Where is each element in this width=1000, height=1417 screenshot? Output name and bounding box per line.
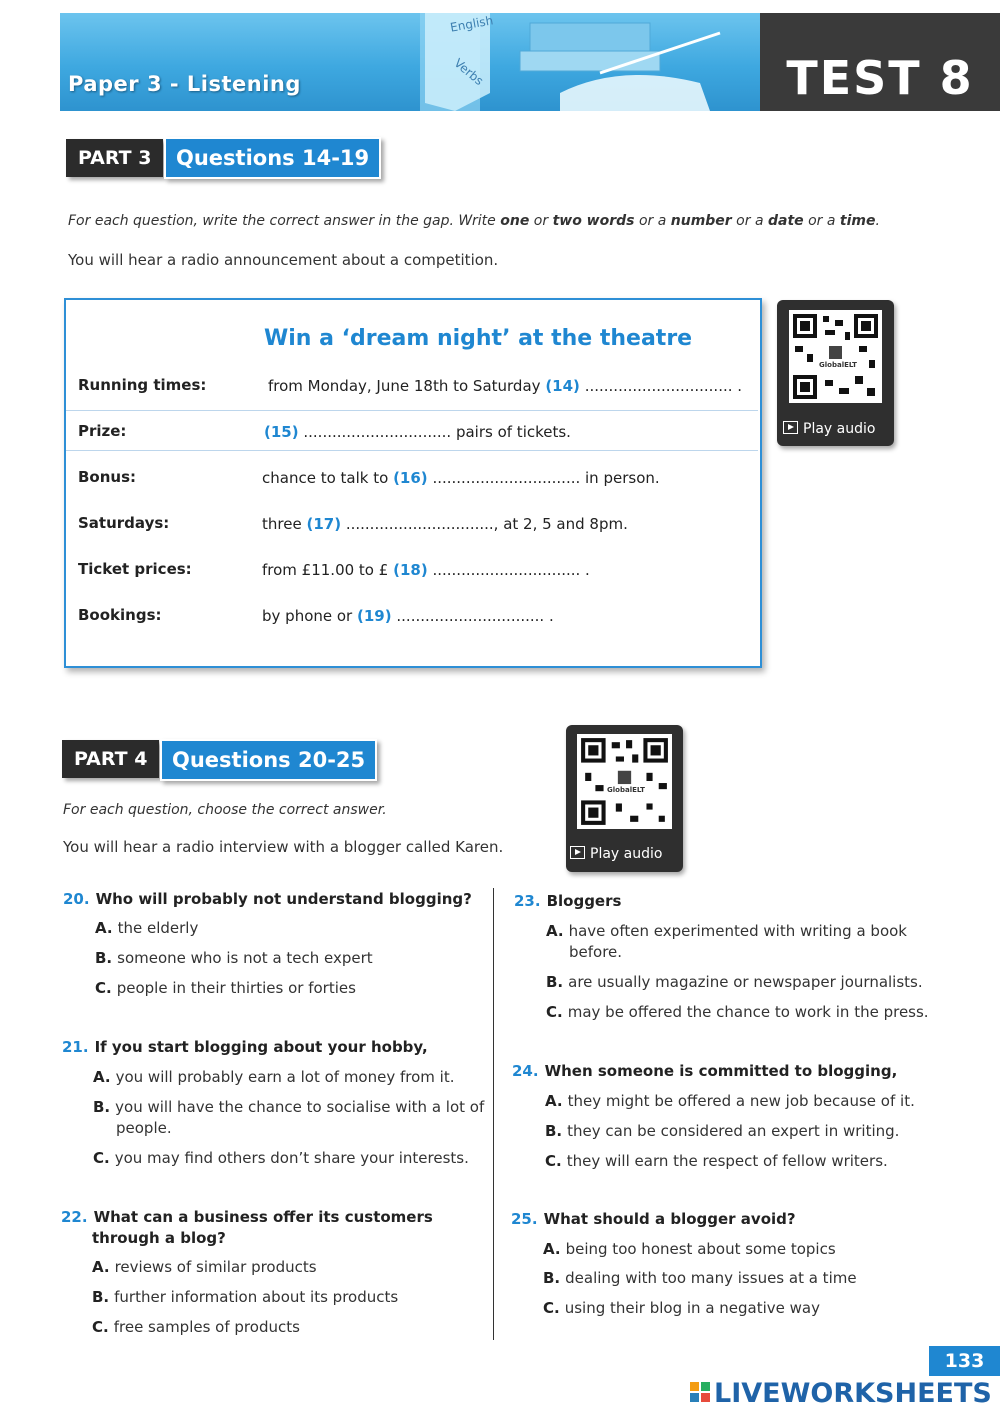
liveworksheets-grid-icon (690, 1382, 712, 1404)
part4-intro: You will hear a radio interview with a blogger called Karen. (63, 838, 504, 856)
option[interactable]: A. reviews of similar products (92, 1258, 317, 1276)
row-text-running-times: from Monday, June 18th to Saturday (14) ............................... . (268, 377, 743, 395)
books-illustration (60, 13, 760, 111)
question-22: 22. What can a business offer its customers through a blog? (61, 1208, 433, 1247)
book-word-verbs: Verbs (451, 55, 487, 89)
option[interactable]: C. they will earn the respect of fellow writers. (545, 1152, 888, 1170)
option[interactable]: A. the elderly (95, 919, 199, 937)
part3-instruction: For each question, write the correct answer in the gap. Write one or two words or a number or a date or a time. (68, 213, 880, 229)
row-text-ticket-prices: from £11.00 to £ (18) ............................... . (262, 561, 590, 579)
option[interactable]: A. you will probably earn a lot of money from it. (93, 1068, 455, 1086)
question-20: 20. Who will probably not understand blogging? (63, 890, 472, 908)
test-label: TEST 8 (786, 51, 974, 105)
form-divider (66, 410, 758, 411)
option[interactable]: B. dealing with too many issues at a time (543, 1269, 857, 1287)
qr-code-icon (577, 734, 672, 829)
row-label-bonus: Bonus: (78, 468, 137, 486)
qr-audio-part4[interactable] (566, 725, 683, 872)
row-label-bookings: Bookings: (78, 606, 162, 624)
play-icon (570, 846, 585, 859)
part4-label: PART 4 (62, 740, 159, 778)
row-label-prize: Prize: (78, 422, 127, 440)
qr-brand: GlobalELT (819, 361, 857, 369)
gap-17[interactable]: (17) (306, 515, 342, 533)
option[interactable]: C. free samples of products (92, 1318, 300, 1336)
gap-14[interactable]: (14) (545, 377, 580, 395)
option[interactable]: A. they might be offered a new job because of it. (545, 1092, 915, 1110)
option[interactable]: B. they can be considered an expert in writing. (545, 1122, 900, 1140)
part3-intro: You will hear a radio announcement about a competition. (68, 251, 499, 269)
form-divider (66, 450, 758, 451)
part4-questions-label: Questions 20-25 (160, 739, 377, 781)
question-23: 23. Bloggers (514, 892, 622, 910)
option[interactable]: B. you will have the chance to socialise with a lot of people. (93, 1098, 485, 1137)
option[interactable]: C. people in their thirties or forties (95, 979, 356, 997)
page-number: 133 (929, 1346, 1000, 1376)
option[interactable]: C. you may find others don’t share your interests. (93, 1149, 469, 1167)
gap-16[interactable]: (16) (393, 469, 428, 487)
gap-18[interactable]: (18) (393, 561, 428, 579)
option[interactable]: A. being too honest about some topics (543, 1240, 836, 1258)
question-25: 25. What should a blogger avoid? (511, 1210, 796, 1228)
gap-19[interactable]: (19) (357, 607, 392, 625)
row-text-prize: (15) ............................... pairs of tickets. (264, 423, 571, 441)
part3-questions-label: Questions 14-19 (164, 137, 381, 179)
row-text-bonus: chance to talk to (16) ............................... in person. (262, 469, 660, 487)
option[interactable]: B. are usually magazine or newspaper journalists. (546, 973, 923, 991)
qr-brand: GlobalELT (607, 786, 645, 794)
option[interactable]: A. have often experimented with writing a book before. (546, 922, 907, 961)
part3-label: PART 3 (66, 139, 163, 177)
question-21: 21. If you start blogging about your hobby, (62, 1038, 428, 1056)
paper-title: Paper 3 - Listening (68, 72, 301, 96)
play-audio-button[interactable]: Play audio (570, 846, 662, 862)
option[interactable]: B. someone who is not a tech expert (95, 949, 373, 967)
qr-code-icon (789, 310, 882, 403)
book-word-english: English (449, 13, 495, 35)
row-label-saturdays: Saturdays: (78, 514, 170, 532)
option[interactable]: C. may be offered the chance to work in the press. (546, 1003, 929, 1021)
question-24: 24. When someone is committed to blogging, (512, 1062, 898, 1080)
row-label-running-times: Running times: (78, 376, 207, 394)
liveworksheets-logo[interactable]: LIVEWORKSHEETS (690, 1378, 992, 1409)
option[interactable]: B. further information about its products (92, 1288, 399, 1306)
part4-instruction: For each question, choose the correct answer. (63, 802, 387, 818)
play-icon (783, 421, 798, 434)
row-label-ticket-prices: Ticket prices: (78, 560, 192, 578)
form-title: Win a ‘dream night’ at the theatre (264, 326, 693, 351)
option[interactable]: C. using their blog in a negative way (543, 1299, 820, 1317)
qr-audio-part3[interactable] (777, 300, 894, 446)
row-text-bookings: by phone or (19) ............................... . (262, 607, 554, 625)
row-text-saturdays: three (17) ..............................., at 2, 5 and 8pm. (262, 515, 628, 533)
gap-15[interactable]: (15) (264, 423, 299, 441)
play-audio-button[interactable]: Play audio (783, 421, 875, 437)
